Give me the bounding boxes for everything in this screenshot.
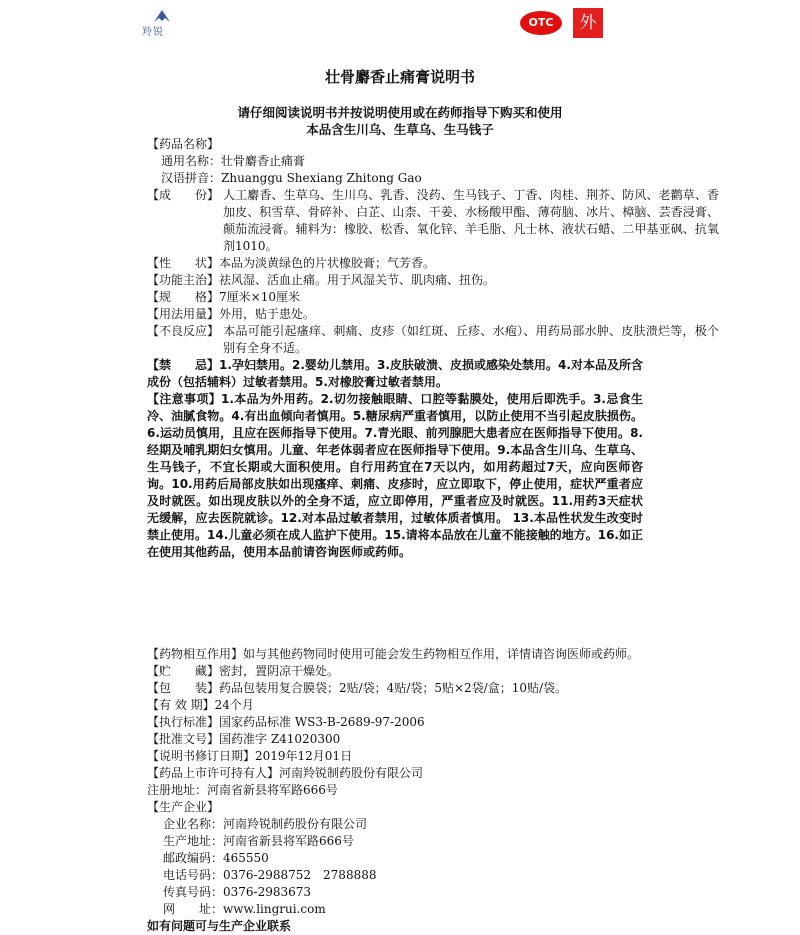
adverse-label: 【不良反应】 (147, 324, 220, 338)
document-title: 壮骨麝香止痛膏说明书 (324, 68, 475, 86)
precautions-section: 【注意事项】1.本品为外用药。2.切勿接触眼睛、口腔等黏膜处，使用后即洗手。3.忌食生冷、油腻食物。4.有出血倾向者慎用。5.糖尿病严重者慎用，以防止使用不当引起皮肤损伤。6.运动员慎用，且应在医师指导下使用。7.青光眼、前列腺肥大患者应在医师指导下使用。8.经期及哺乳期妇女慎用。儿童、年老体弱者应在医师指导下使用。9.本品含生川乌、生草乌、生马钱子，不宜长期或大面积使用。自行用药宜在7天以内，如用药超过7天，应向医师咨询。10.用药后局部皮肤如出现瘙痒、刺痛、皮疹时，应立即取下，停止使用，症状严重者应及时就医。如出现皮肤以外的全身不适，应立即停用，严重者应及时就医。11.用药3天症状无缓解，应去医院就诊。12.对本品过敏者禁用，过敏体质者慎用。 13.本品性状发生改变时禁止使用。14.儿童必须在成人监护下使用。15.请将本品放在儿童不能接触的地方。16.如正在使用其他药品，使用本品前请咨询医师或药师。 (147, 392, 643, 559)
standard-section: 【执行标准】国家药品标准 WS3-B-2689-97-2006 (147, 715, 425, 729)
storage-section: 【贮 藏】密封，置阴凉干燥处。 (147, 664, 340, 678)
ingredients-section (147, 187, 719, 255)
usage-section: 【用法用量】外用，贴于患处。 (147, 307, 316, 321)
manufacturer-label: 【生产企业】 (147, 800, 220, 814)
postcode: 邮政编码：465550 (163, 851, 269, 865)
pinyin-name: 汉语拼音：Zhuanggu Shexiang Zhitong Gao (161, 171, 422, 185)
production-address: 生产地址：河南省新县将军路666号 (163, 834, 354, 848)
lingrui-logo-icon (152, 8, 172, 24)
logo-text: 羚锐 (142, 27, 164, 38)
mah-address: 注册地址：河南省新县将军路666号 (147, 783, 338, 797)
ingredients-label: 【成 份】 (147, 188, 220, 202)
website-link[interactable]: 网 址：www.lingrui.com (163, 902, 326, 916)
external-use-badge: 外 (573, 8, 603, 38)
ingredients-text: 人工麝香、生草乌、生川乌、乳香、没药、生马钱子、丁香、肉桂、荆芥、防风、老鹳草、香加皮、积雪草、骨碎补、白芷、山柰、干姜、水杨酸甲酯、薄荷脑、冰片、樟脑、芸香浸膏、颠茄流浸膏。辅料为：橡胶、松香、氧化锌、羊毛脂、凡士林、液状石蜡、二甲基亚砜、抗氧剂1010。 (223, 188, 719, 253)
package-section: 【包 装】药品包装用复合膜袋；2贴/袋；4贴/袋；5贴×2袋/盒；10贴/袋。 (147, 681, 568, 695)
fax-number: 传真号码：0376-2983673 (163, 885, 312, 899)
mah-section: 【药品上市许可持有人】河南羚锐制药股份有限公司 (147, 766, 424, 780)
interactions-section: 【药物相互作用】如与其他药物同时使用可能会发生药物相互作用，详情请咨询医师或药师。 (147, 647, 640, 661)
specification-section: 【规 格】7厘米×10厘米 (147, 290, 300, 304)
validity-section: 【有 效 期】24个月 (147, 698, 254, 712)
properties-section: 【性 状】本品为淡黄绿色的片状橡胶膏；气芳香。 (147, 256, 436, 270)
company-logo (138, 8, 188, 36)
contraindications-section: 【禁 忌】1.孕妇禁用。2.婴幼儿禁用。3.皮肤破溃、皮损或感染处禁用。4.对本品及所含成份（包括辅料）过敏者禁用。5.对橡胶膏过敏者禁用。 (147, 358, 643, 389)
generic-name: 通用名称：壮骨麝香止痛膏 (161, 154, 306, 168)
adverse-text: 本品可能引起瘙痒、刺痛、皮疹（如红斑、丘疹、水疱）、用药局部水肿、皮肤溃烂等，极个别有全身不适。 (223, 324, 719, 355)
drug-name-label: 【药品名称】 (147, 137, 220, 151)
usage-notice (0, 104, 800, 138)
notice-line-2: 本品含生川乌、生草乌、生马钱子 (306, 122, 494, 137)
approval-section: 【批准文号】国药准字 Z41020300 (147, 732, 341, 746)
contact-footer: 如有问题可与生产企业联系 (147, 919, 292, 933)
notice-line-1: 请仔细阅读说明书并按说明使用或在药师指导下购买和使用 (237, 105, 563, 120)
company-name: 企业名称：河南羚锐制药股份有限公司 (163, 817, 368, 831)
otc-badge: OTC (520, 11, 562, 35)
phone-number: 电话号码：0376-2988752 2788888 (163, 868, 377, 882)
adverse-reactions-section (147, 323, 719, 357)
indications-section: 【功能主治】祛风湿、活血止痛。用于风湿关节、肌肉痛、扭伤。 (147, 273, 496, 287)
revision-date-section: 【说明书修订日期】2019年12月01日 (147, 749, 353, 763)
